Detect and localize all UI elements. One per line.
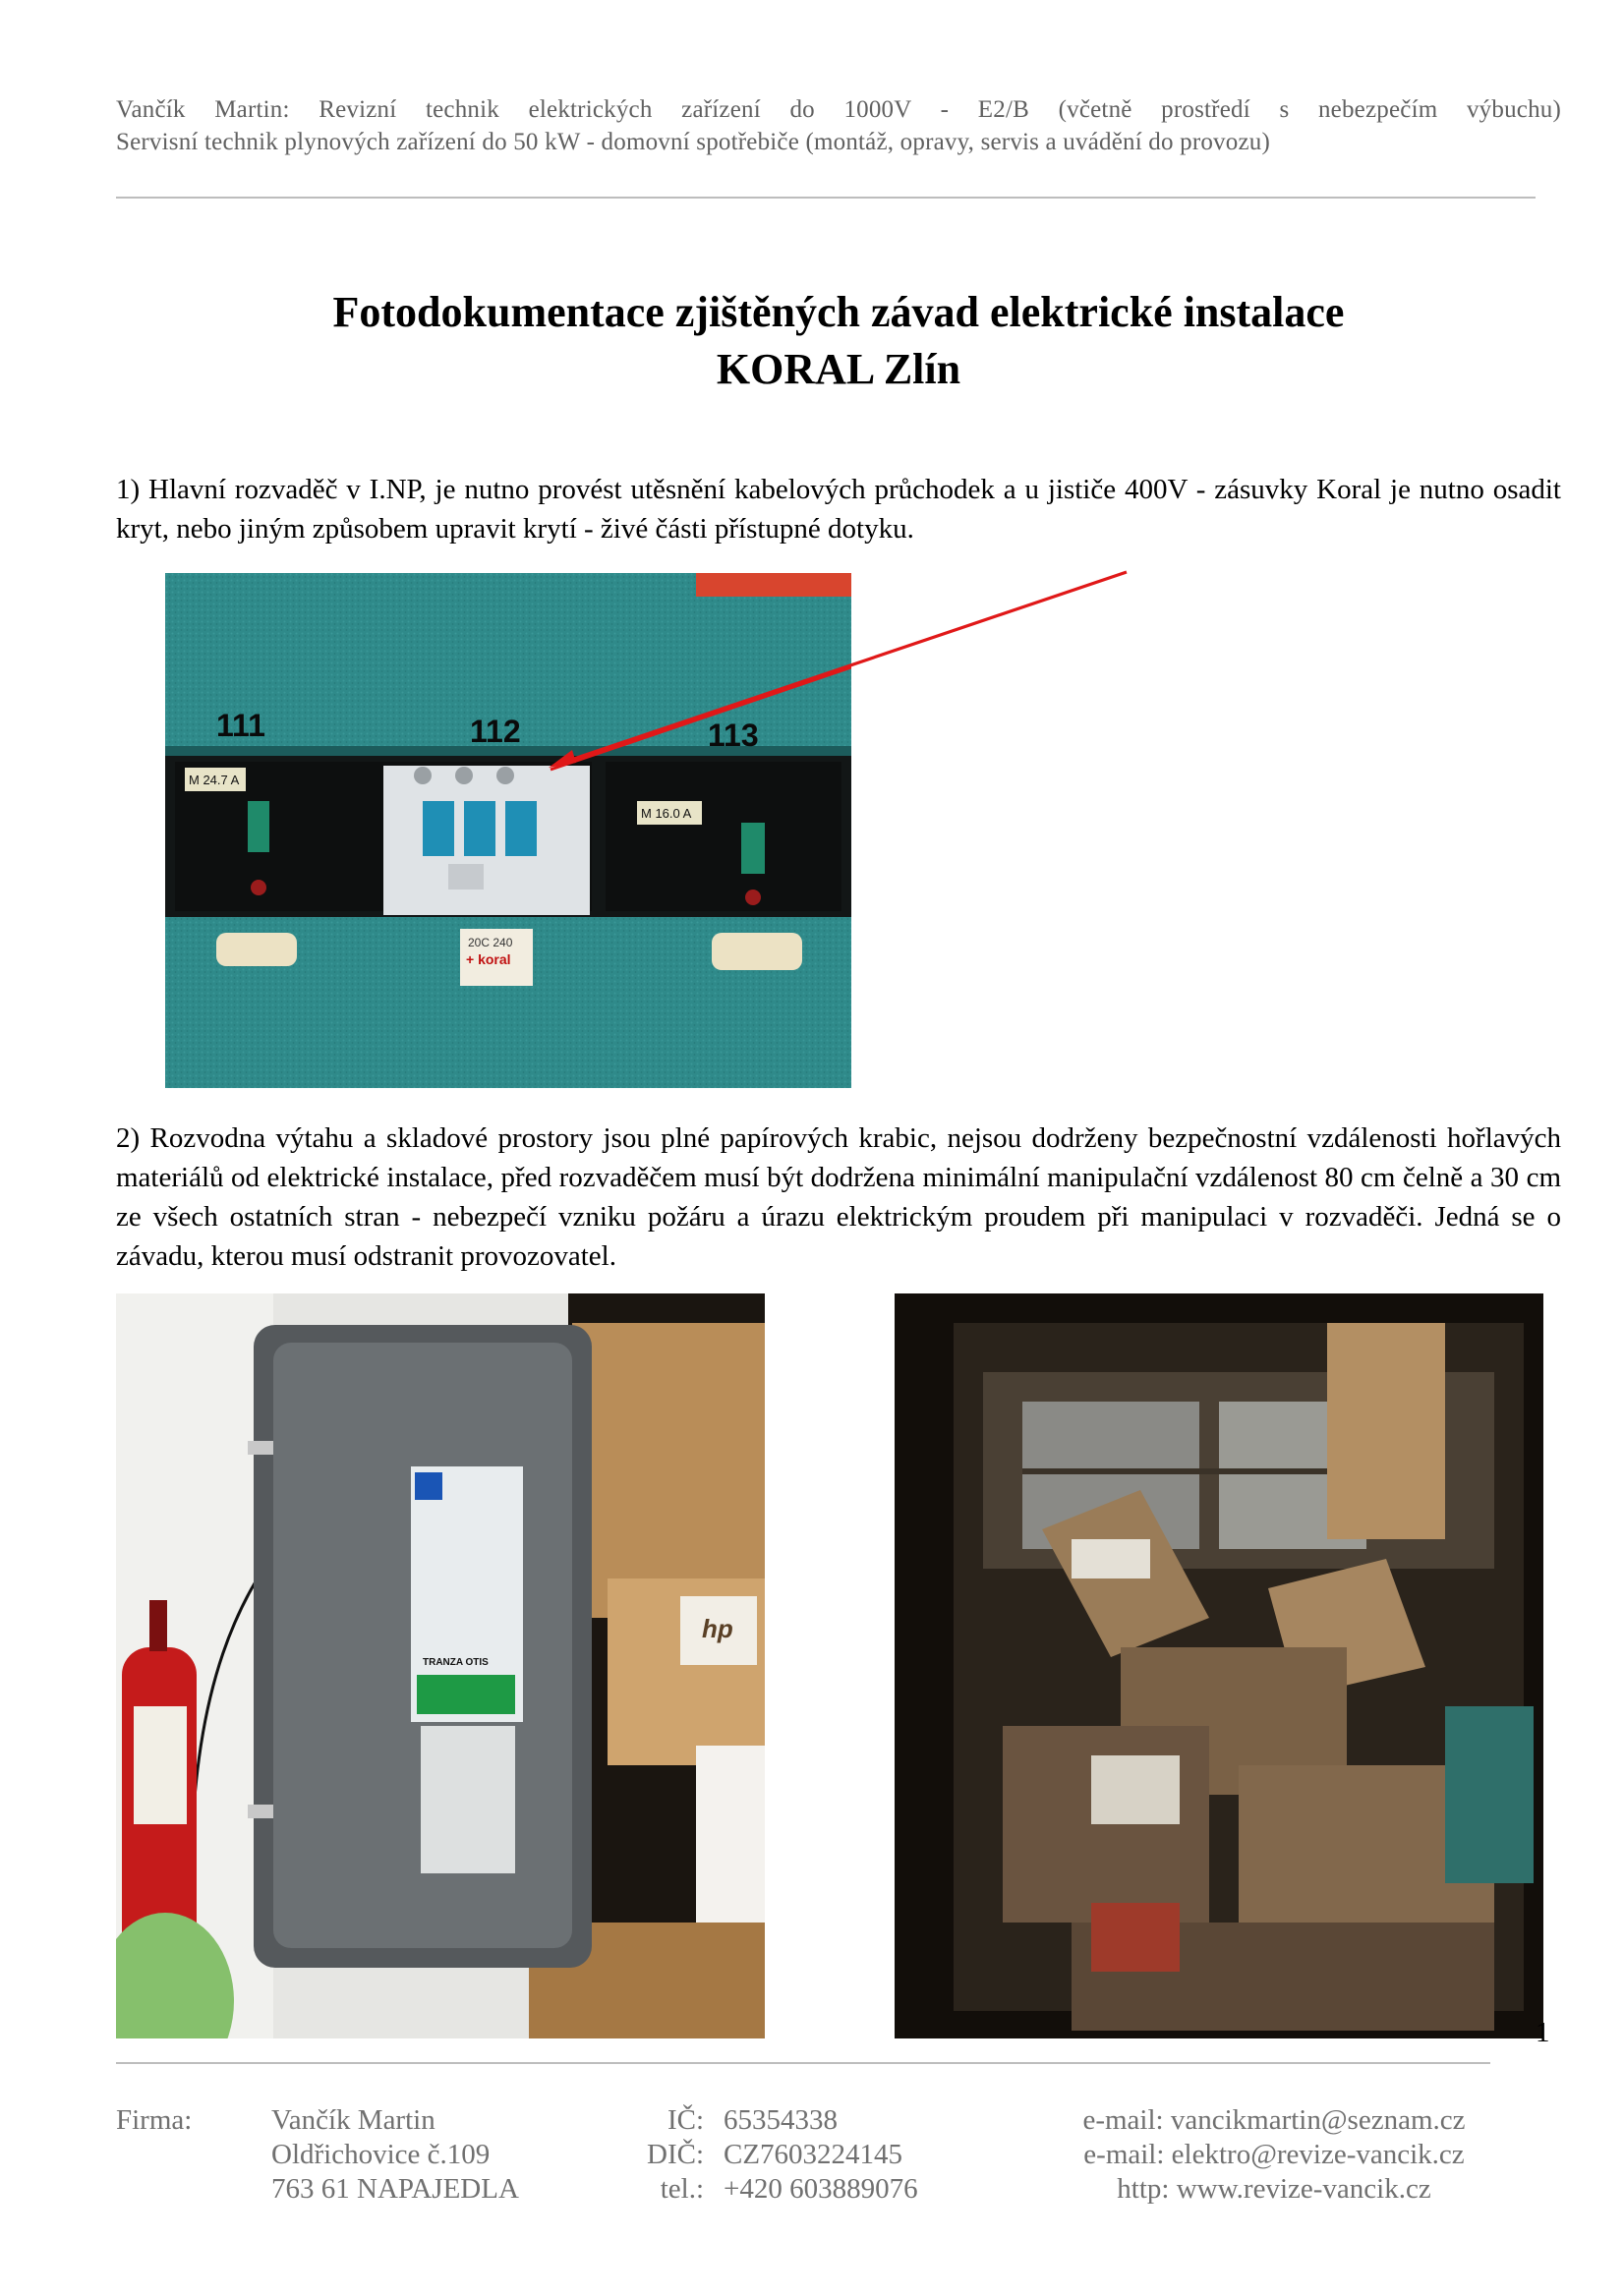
tag-line-1: 20C 240	[468, 936, 513, 949]
footer-firma-label: Firma:	[116, 2104, 193, 2136]
footer-tel-label: tel.:	[660, 2173, 704, 2205]
footer-city: 763 61 NAPAJEDLA	[271, 2173, 519, 2205]
footer-tel-value: +420 603889076	[724, 2173, 918, 2205]
breaker-rating-right: M 16.0 A	[641, 806, 692, 821]
defect-arrow-icon	[541, 560, 1140, 776]
box-hp-logo: hp	[702, 1614, 733, 1643]
photo-elevator-switchroom	[116, 1293, 765, 2038]
footer-dic-label: DIČ:	[647, 2139, 704, 2170]
footer-divider	[116, 2062, 1490, 2064]
footer-dic-value: CZ7603224145	[724, 2139, 903, 2170]
header-divider	[116, 197, 1536, 199]
page-number: 1	[1536, 2017, 1550, 2048]
photo-storage-boxes	[895, 1293, 1543, 2038]
footer-ic-value: 65354338	[724, 2104, 838, 2136]
breaker-rating-left: M 24.7 A	[189, 773, 240, 787]
circuit-label-111: 111	[216, 708, 265, 743]
cabinet-label: TRANZA OTIS	[423, 1657, 489, 1668]
footer-web[interactable]: http: www.revize-vancik.cz	[1117, 2173, 1431, 2205]
tag-line-2: + koral	[466, 951, 511, 967]
section-2-text: 2) Rozvodna výtahu a skladové prostory jsou plné papírových krabic, nejsou dodrženy bezpečnostní vzdálenosti hořlavých materiálů od elektrické instalace, před rozvaděčem musí být dodržena minimální manipulační vzdálenost 80 cm čelně a 30 cm ze všech ostatních stran - nebezpečí vzniku požáru a úrazu elektrickým proudem při manipulaci v rozvaděči. Jedná se o závadu, kterou musí odstranit provozovatel.	[116, 1122, 1561, 1272]
footer-ic-label: IČ:	[667, 2104, 704, 2136]
footer-street: Oldřichovice č.109	[271, 2139, 491, 2170]
document-title: Fotodokumentace zjištěných závad elektrické instalace	[332, 288, 1345, 336]
circuit-label-112: 112	[470, 714, 521, 749]
footer-email-2[interactable]: e-mail: elektro@revize-vancik.cz	[1083, 2139, 1465, 2170]
header-line-1: Vančík Martin: Revizní technik elektrických zařízení do 1000V - E2/B (včetně prostředí s nebezpečím výbuchu)	[116, 96, 1561, 123]
footer-email-1[interactable]: e-mail: vancikmartin@seznam.cz	[1082, 2104, 1466, 2136]
circuit-label-113: 113	[708, 718, 759, 753]
header-line-2: Servisní technik plynových zařízení do 50 kW - domovní spotřebiče (montáž, opravy, servis a uvádění do provozu)	[116, 129, 1270, 155]
footer-name: Vančík Martin	[271, 2104, 435, 2136]
section-1-text: 1) Hlavní rozvaděč v I.NP, je nutno provést utěsnění kabelových průchodek a u jističe 400V - zásuvky Koral je nutno osadit kryt, nebo jiným způsobem upravit krytí - živé části přístupné dotyku.	[116, 474, 1561, 545]
document-subtitle: KORAL Zlín	[716, 345, 961, 393]
